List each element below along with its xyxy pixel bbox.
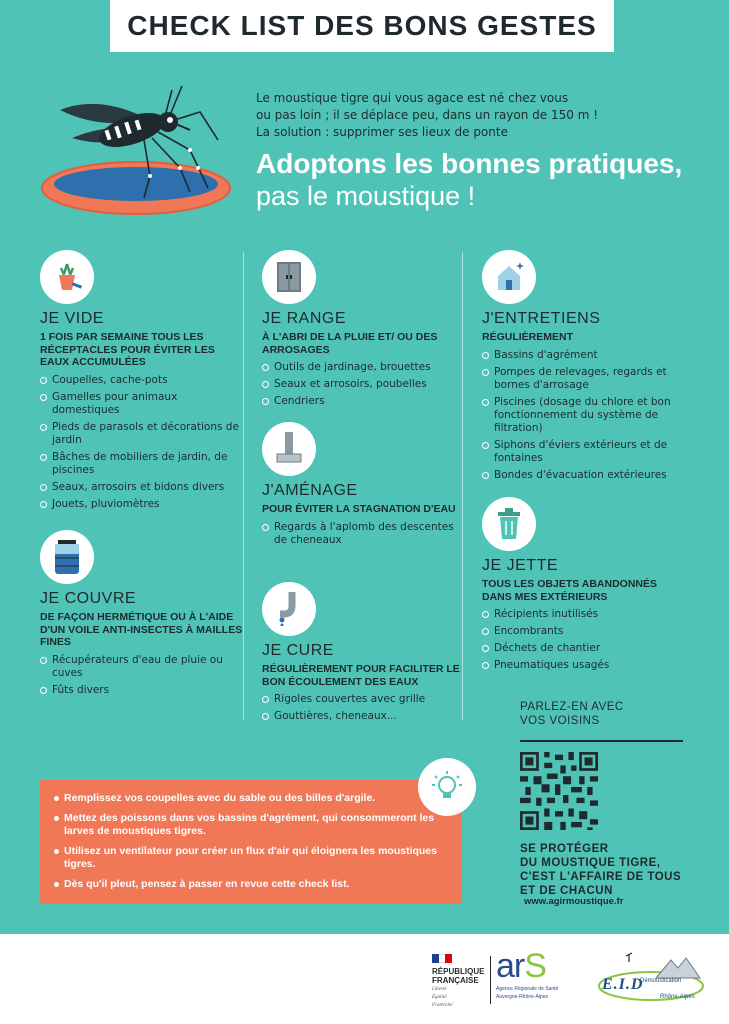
section-subtitle: TOUS LES OBJETS ABANDONNÉS DANS MES EXTÉRIEURS [482, 578, 658, 603]
section-subtitle: POUR ÉVITER LA STAGNATION D'EAU [262, 503, 456, 515]
slogan [256, 148, 716, 212]
list-item: Regards à l'aplomb des descentes de cheneaux [262, 521, 467, 547]
lightbulb-icon [418, 758, 476, 816]
rf-title: RÉPUBLIQUE [432, 967, 485, 976]
section-title: JE JETTE [482, 557, 559, 574]
ars-subtitle: Auvergne-Rhône-Alpes [496, 994, 548, 1000]
slogan-line-2: pas le moustique ! [256, 181, 476, 211]
republique-francaise-logo [432, 954, 488, 1009]
eid-name: E.I.D [602, 976, 644, 993]
item-list [262, 693, 467, 723]
item-list [262, 361, 467, 408]
section-je-jette [482, 497, 687, 676]
list-item: Rigoles couvertes avec grille [262, 693, 467, 706]
protect-line: SE PROTÉGER [520, 843, 609, 855]
slogan-line-1: Adoptons les bonnes pratiques, [256, 148, 683, 179]
section-title: JE VIDE [40, 310, 104, 327]
qr-code[interactable] [520, 752, 598, 830]
list-item: Fûts divers [40, 684, 245, 697]
intro-line: La solution : supprimer ses lieux de ponte [256, 125, 508, 139]
section-subtitle: RÉGULIÈREMENT POUR FACILITER LE BON ÉCOULEMENT DES EAUX [262, 663, 460, 688]
list-item: Cendriers [262, 395, 467, 408]
list-item: Coupelles, cache-pots [40, 374, 245, 387]
list-item: Récipients inutilisés [482, 608, 687, 621]
section-title: JE RANGE [262, 310, 347, 327]
logo-separator [490, 956, 491, 1004]
house-sparkle-icon [482, 250, 536, 304]
section-je-vide [40, 250, 245, 515]
list-item: Bassins d'agrément [482, 349, 687, 362]
section-je-cure [262, 582, 467, 727]
item-list [262, 521, 467, 547]
list-item: Bâches de mobiliers de jardin, de piscines [40, 451, 245, 477]
list-item: Pneumatiques usagés [482, 659, 687, 672]
list-item: Bondes d'évacuation extérieures [482, 469, 687, 482]
section-j-entretiens [482, 250, 687, 486]
rf-motto: Égalité [432, 995, 447, 1000]
gutter-pipe-icon [262, 582, 316, 636]
list-item: Seaux et arrosoirs, poubelles [262, 378, 467, 391]
ars-letters: ar [496, 947, 525, 985]
section-subtitle: À L'ABRI DE LA PLUIE ET/ OU DES ARROSAGES [262, 331, 438, 356]
item-list [40, 374, 245, 511]
rf-motto: Liberté [432, 987, 447, 992]
talk-line: PARLEZ-EN AVEC [520, 701, 624, 713]
section-title: JE COUVRE [40, 590, 137, 607]
eid-logo [596, 948, 706, 1008]
section-je-range [262, 250, 467, 412]
section-je-couvre [40, 530, 245, 701]
rf-motto: Fraternité [432, 1003, 453, 1008]
list-item: Récupérateurs d'eau de pluie ou cuves [40, 654, 245, 680]
water-tank-icon [40, 530, 94, 584]
section-j-amenage [262, 422, 467, 551]
section-subtitle: RÉGULIÈREMENT [482, 331, 574, 343]
list-item: Pieds de parasols et décorations de jardin [40, 421, 245, 447]
mosquito-illustration [40, 80, 240, 220]
list-item: Gouttières, cheneaux... [262, 710, 467, 723]
list-item: Siphons d'éviers extérieurs et de fontaines [482, 439, 687, 465]
talk-line: VOS VOISINS [520, 715, 600, 727]
cabinet-icon [262, 250, 316, 304]
title-banner [110, 0, 614, 52]
ars-s: S [524, 947, 546, 985]
tips-list [54, 792, 448, 891]
list-item: Seaux, arrosoirs et bidons divers [40, 481, 245, 494]
list-item: Déchets de chantier [482, 642, 687, 655]
item-list [40, 654, 245, 697]
tip-item: Mettez des poissons dans vos bassins d'agrément, qui consommeront les larves de moustiques tigres. [54, 812, 448, 838]
page-title: CHECK LIST DES BONS GESTES [127, 10, 597, 41]
ars-wordmark [496, 948, 576, 984]
eid-subtitle: Démoustication [640, 978, 682, 984]
protect-line: C'EST L'AFFAIRE DE TOUS [520, 871, 682, 883]
intro-text [256, 90, 696, 141]
tips-box [40, 780, 462, 904]
section-subtitle: DE FAÇON HERMÉTIQUE OU À L'AIDE D'UN VOILE ANTI-INSECTES À MAILLES FINES [40, 611, 243, 648]
list-item: Pompes de relevages, regards et bornes d'arrosage [482, 366, 687, 392]
divider-rule [520, 740, 683, 742]
intro-line: ou pas loin ; il se déplace peu, dans un rayon de 150 m ! [256, 108, 599, 122]
section-title: J'ENTRETIENS [482, 310, 601, 327]
protect-message [520, 842, 681, 898]
eid-subtitle: Rhône-Alpes [660, 994, 695, 1000]
item-list [482, 349, 687, 482]
protect-line: ET DE CHACUN [520, 885, 613, 897]
tip-item: Dès qu'il pleut, pensez à passer en revue cette check list. [54, 878, 448, 891]
trash-can-icon [482, 497, 536, 551]
french-flag-icon [432, 954, 452, 963]
list-item: Gamelles pour animaux domestiques [40, 391, 245, 417]
protect-line: DU MOUSTIQUE TIGRE, [520, 857, 661, 869]
list-item: Jouets, pluviomètres [40, 498, 245, 511]
section-subtitle: 1 FOIS PAR SEMAINE TOUS LES RÉCEPTACLES POUR ÉVITER LES EAUX ACCUMULÉES [40, 331, 215, 368]
list-item: Outils de jardinage, brouettes [262, 361, 467, 374]
ars-subtitle: Agence Régionale de Santé [496, 986, 559, 992]
section-title: JE CURE [262, 642, 334, 659]
item-list [482, 608, 687, 672]
list-item: Piscines (dosage du chlore et bon fonctionnement du système de filtration) [482, 396, 687, 435]
plant-pot-icon [40, 250, 94, 304]
rf-title: FRANÇAISE [432, 976, 479, 985]
list-item: Encombrants [482, 625, 687, 638]
footer [0, 934, 729, 1024]
drainpipe-icon [262, 422, 316, 476]
tip-item: Utilisez un ventilateur pour créer un flux d'air qui éloignera les moustiques tigres. [54, 845, 448, 871]
website-link[interactable]: www.agirmoustique.fr [524, 896, 624, 907]
intro-line: Le moustique tigre qui vous agace est né chez vous [256, 91, 569, 105]
tip-item: Remplissez vos coupelles avec du sable ou des billes d'argile. [54, 792, 448, 805]
section-title: J'AMÉNAGE [262, 482, 358, 499]
talk-to-neighbours [520, 700, 624, 728]
ars-logo [496, 948, 576, 1008]
